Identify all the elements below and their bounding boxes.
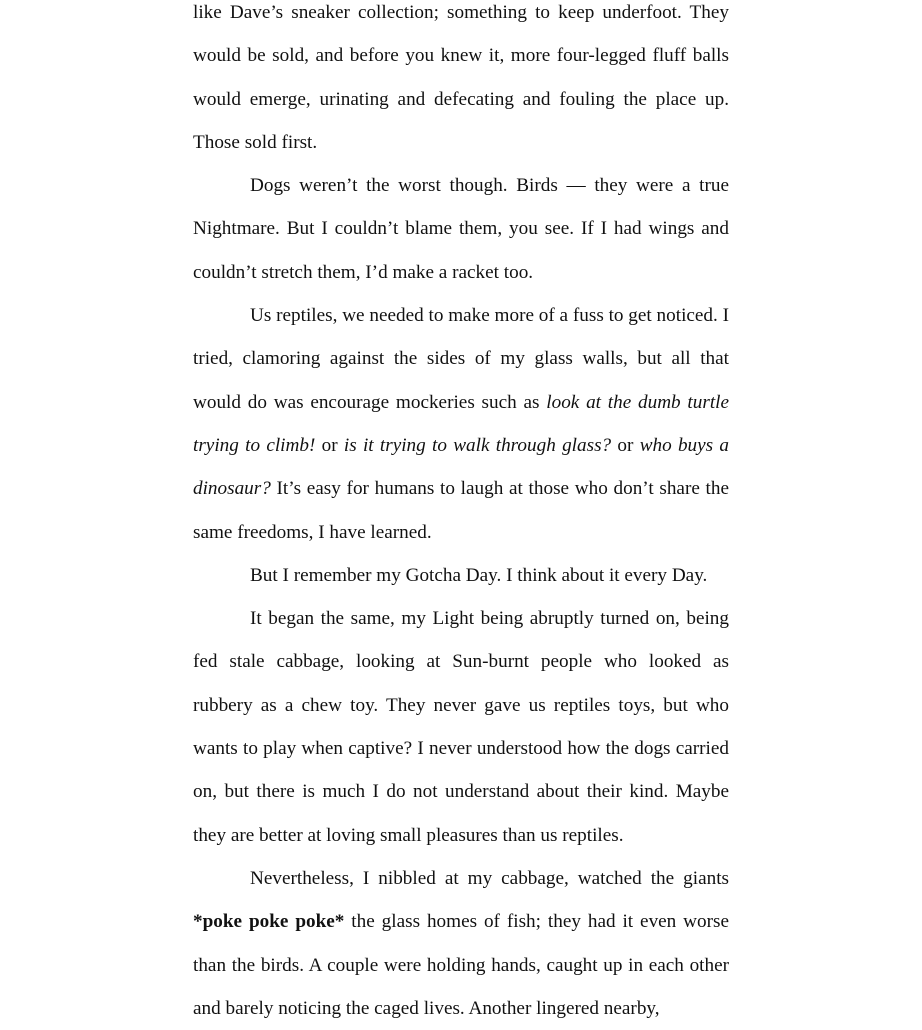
bold-poke-text: *poke poke poke* (193, 911, 345, 933)
paragraph-1-text: like Dave’s sneaker collection; something to keep underfoot. They would be sold, and before you knew it, more four-legged fluff balls would emerge, urinating and defecating and fouling the place up. Those sold first. (193, 2, 729, 153)
paragraph-3-end: It’s easy for humans to laugh at those who don’t share the same freedoms, I have learned. (193, 478, 729, 543)
italic-quote-turtle: look at the dumb turtle trying to climb! (193, 391, 729, 456)
paragraph-3-or-1: or (315, 434, 344, 456)
paragraph-6-text: Nevertheless, I nibbled at my cabbage, watched the giants (250, 867, 729, 889)
paragraph-3-or-2: or (611, 434, 640, 456)
italic-quote-dinosaur: who buys a dinosaur? (193, 434, 729, 500)
paragraph-2 (193, 164, 729, 294)
body-text (193, 0, 729, 1030)
paragraph-6-end: the glass homes of fish; they had it even worse than the birds. A couple were holding hands, caught up in each other and barely noticing the caged lives. Another lingered nearby, (193, 911, 730, 1019)
paragraph-6 (193, 857, 729, 1030)
paragraph-4-text: But I remember my Gotcha Day. I think about it every Day. (250, 564, 708, 586)
italic-quote-glass: is it trying to walk through glass? (343, 434, 612, 456)
paragraph-3-text: Us reptiles, we needed to make more of a fuss to get noticed. I tried, clamoring against the sides of my glass walls, but all that would do was encourage mockeries such as (193, 305, 730, 413)
paragraph-1 (193, 0, 729, 164)
paragraph-2-text: Dogs weren’t the worst though. Birds — they were a true Nightmare. But I couldn’t blame them, you see. If I had wings and couldn’t stretch them, I’d make a racket too. (193, 175, 729, 283)
paragraph-3 (193, 294, 729, 554)
paragraph-5-text: It began the same, my Light being abruptly turned on, being fed stale cabbage, looking at Sun-burnt people who looked as rubbery as a chew toy. They never gave us reptiles toys, but who wants to play when captive? I never understood how the dogs carried on, but there is much I do not understand about their kind. Maybe they are better at loving small pleasures than us reptiles. (193, 608, 729, 846)
paragraph-5 (193, 597, 729, 857)
paragraph-4 (193, 554, 729, 597)
